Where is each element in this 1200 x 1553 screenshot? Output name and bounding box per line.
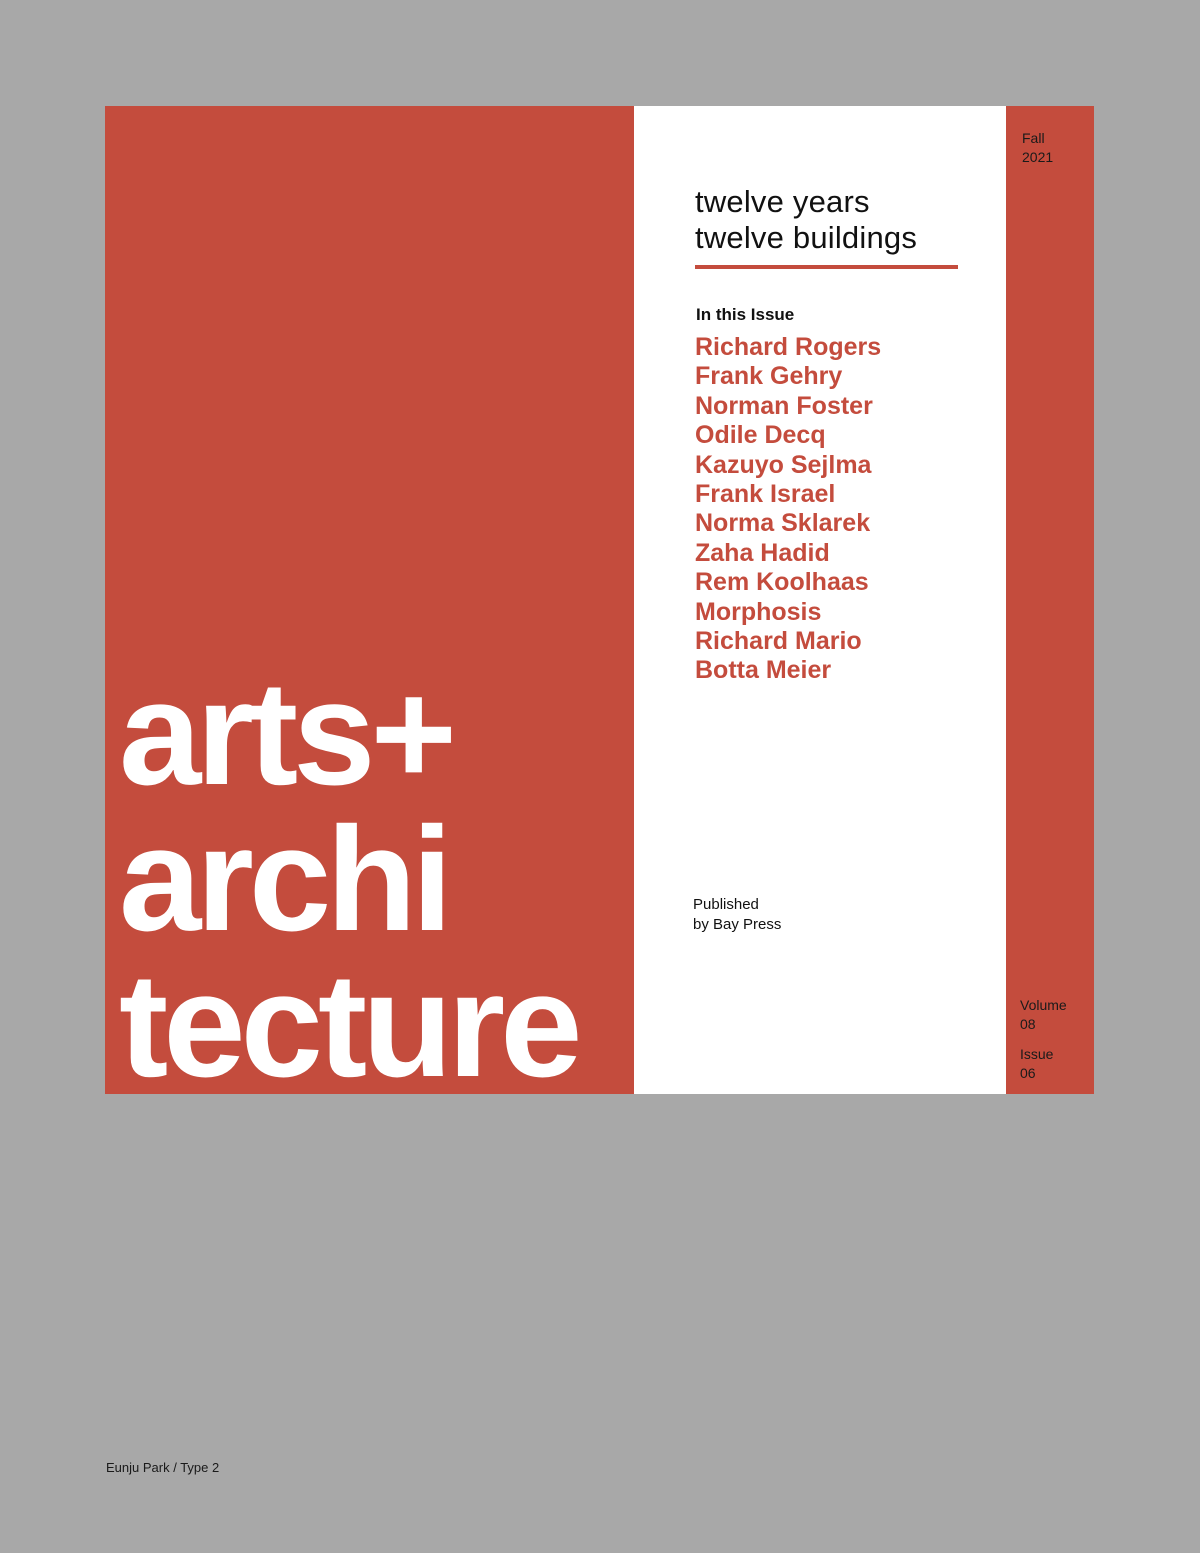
tagline xyxy=(695,184,917,256)
issue-label: Issue xyxy=(1020,1046,1054,1062)
contents-item: Norman Foster xyxy=(695,391,873,420)
cover-left-panel xyxy=(105,106,634,1094)
contents-item: Zaha Hadid xyxy=(695,538,830,567)
masthead-line: tecture xyxy=(119,943,578,1094)
publisher-info xyxy=(693,895,781,935)
contents-item: Kazuyo Sejlma xyxy=(695,450,872,479)
designer-credit: Eunju Park / Type 2 xyxy=(106,1460,220,1475)
masthead-line: archi xyxy=(119,797,448,962)
contents-item: Botta Meier xyxy=(695,656,832,685)
contents-item: Frank Gehry xyxy=(695,362,843,391)
contents-item: Odile Decq xyxy=(695,421,826,450)
contents-item: Richard Rogers xyxy=(695,333,882,361)
season-date xyxy=(1022,129,1053,167)
contents-item: Rem Koolhaas xyxy=(695,568,869,597)
issue-info xyxy=(1020,1045,1053,1083)
issue-number: 06 xyxy=(1020,1065,1036,1081)
masthead-line: arts+ xyxy=(119,651,452,816)
tagline-line: twelve buildings xyxy=(695,220,918,255)
masthead-title xyxy=(119,651,578,1094)
issue-contents-heading: In this Issue xyxy=(696,305,795,324)
season-year: 2021 xyxy=(1022,149,1054,165)
magazine-cover xyxy=(105,106,1094,1094)
cover-right-strip xyxy=(1006,106,1094,1094)
contents-list xyxy=(695,333,881,686)
tagline-divider xyxy=(695,265,958,269)
contents-item: Frank Israel xyxy=(695,480,836,509)
season-label: Fall xyxy=(1022,130,1045,146)
cover-center-panel xyxy=(634,106,1006,1094)
contents-item: Norma Sklarek xyxy=(695,509,871,538)
volume-info xyxy=(1020,996,1067,1034)
tagline-line: twelve years xyxy=(695,184,870,219)
volume-number: 08 xyxy=(1020,1016,1036,1032)
volume-label: Volume xyxy=(1020,997,1067,1013)
publisher-line: by Bay Press xyxy=(693,916,782,933)
contents-item: Morphosis xyxy=(695,597,822,626)
publisher-line: Published xyxy=(693,896,759,913)
contents-item: Richard Mario xyxy=(695,627,862,656)
